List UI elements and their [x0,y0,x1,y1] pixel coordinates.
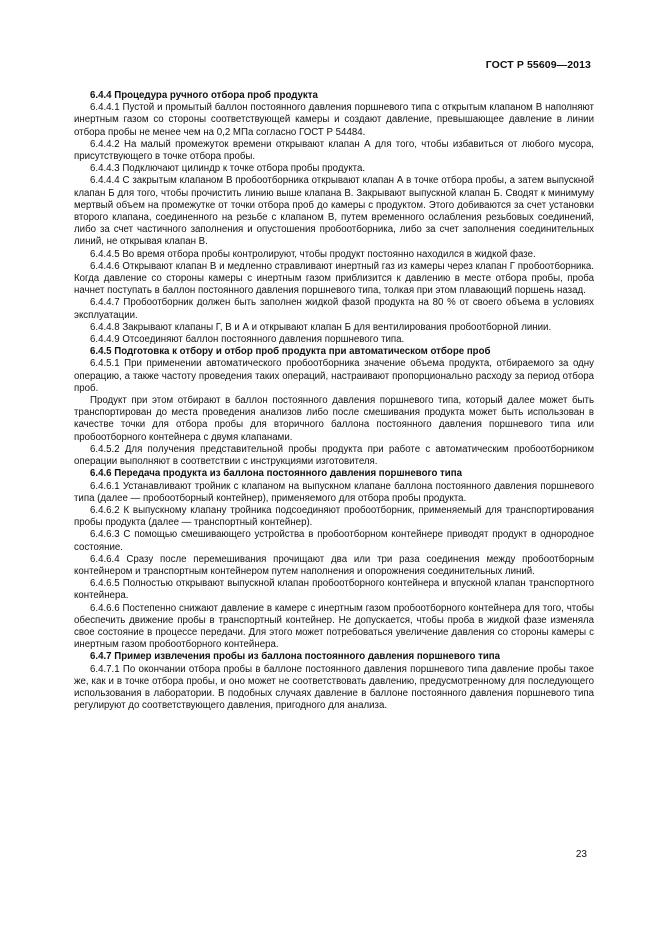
paragraph: 6.4.6.4 Сразу после перемешивания прочищают два или три раза соединения между пробоотборным контейнером и транспортным контейнером путем наполнения и опорожнения соединительных линий. [74,553,594,577]
section-heading: 6.4.5 Подготовка к отбору и отбор проб продукта при автоматическом отборе проб [90,346,491,358]
paragraph: 6.4.6.5 Полностью открывают выпускной клапан пробоотборного контейнера и впускной клапан транспортного контейнера. [74,578,594,602]
paragraph: 6.4.6.6 Постепенно снижают давление в камере с инертным газом пробоотборного контейнера для того, чтобы обеспечить движение пробы в транспортный контейнер. Не допускается, чтобы проба в жидкой фазе изменяла свое состояние в процессе передачи. Для этого может потребоваться увеличение давления со стороны камеры с инертным газом пробоотборного контейнера. [74,602,594,651]
paragraph: 6.4.4.3 Подключают цилиндр к точке отбора пробы продукта. [90,163,366,175]
paragraph: 6.4.5.1 При применении автоматического пробоотборника значение объема продукта, отбираемого за одну операцию, а также частоту проведения таких операций, настраивают пропорционально расходу за период отбора проб. [74,358,594,394]
paragraph: 6.4.6.1 Устанавливают тройник с клапаном на выпускном клапане баллона постоянного давления поршневого типа (далее — пробоотборный контейнер), применяемого для отбора пробы продукта. [74,480,594,504]
paragraph: 6.4.4.8 Закрывают клапаны Г, В и А и открывают клапан Б для вентилирования пробоотборной линии. [90,321,552,333]
paragraph: 6.4.6.3 С помощью смешивающего устройства в пробоотборном контейнере приводят продукт в однородное состояние. [74,529,594,553]
section-heading: 6.4.4 Процедура ручного отбора проб продукта [90,90,318,101]
document-body [74,90,594,712]
paragraph: 6.4.4.6 Открывают клапан В и медленно стравливают инертный газ из камеры через клапан Г пробоотборника. Когда давление со стороны камеры с инертным газом приблизится к давлению в месте отбора пробы, проба начнет поступать в баллон постоянного давления поршневого типа, толкая при этом плавающий поршень назад. [74,260,594,297]
paragraph: 6.4.4.4 С закрытым клапаном В пробоотборника открывают клапан А в точке отбора пробы, а затем выпускной клапан Б для того, чтобы прочистить линию выше клапана В. Закрывают выпускной клапан Б. Сводят к минимуму мертвый объем на промежутке от точки отбора проб до камеры с продуктом. Этого добиваются за счет установки второго клапана, соединенного на резьбе с клапаном В, путем временного ослабления резьбовых соединений, либо за счет частичного заполнения и опустошения пробоотборника, либо за счет заполнения соединительных линий, не открывая клапан В. [74,175,594,248]
paragraph: Продукт при этом отбирают в баллон постоянного давления поршневого типа, который далее может быть транспортирован до места проведения анализов либо после смешивания продукта может быть использован в качестве точки для отбора пробы для вторичного баллона постоянного давления поршневого типа или пробоотборного контейнера с двумя клапанами. [74,395,594,443]
page-number: 23 [575,849,587,860]
paragraph: 6.4.5.2 Для получения представительной пробы продукта при работе с автоматическим пробоотборником операции выполняют в соответствии с инструкциями изготовителя. [74,443,594,468]
section-heading: 6.4.6 Передача продукта из баллона постоянного давления поршневого типа [90,468,462,480]
paragraph: 6.4.4.5 Во время отбора пробы контролируют, чтобы продукт постоянно находился в жидкой фазе. [90,248,536,260]
paragraph: 6.4.6.2 К выпускному клапану тройника подсоединяют пробоотборник, применяемый для транспортирования пробы продукта (далее — транспортный контейнер). [74,504,594,529]
paragraph: 6.4.4.7 Пробоотборник должен быть заполнен жидкой фазой продукта на 80 % от своего объема в условиях эксплуатации. [74,297,594,321]
paragraph: 6.4.4.9 Отсоединяют баллон постоянного давления поршневого типа. [90,334,405,346]
paragraph: 6.4.4.1 Пустой и промытый баллон постоянного давления поршневого типа с открытым клапаном В наполняют инертным газом со стороны соответствующей камеры и создают давление, превышающее давление в линии отбора пробы не менее чем на 0,2 МПа согласно ГОСТ Р 54484. [74,102,594,138]
paragraph: 6.4.4.2 На малый промежуток времени открывают клапан А для того, чтобы избавиться от любого мусора, присутствующего в точке отбора пробы. [74,138,594,163]
paragraph: 6.4.7.1 По окончании отбора пробы в баллоне постоянного давления поршневого типа давление пробы такое же, как и в точке отбора пробы, и оно может не соответствовать давлению, предусмотренному для последующего использования в лаборатории. В подобных случаях давление в баллоне постоянного давления поршневого типа регулируют до соответствующего давления, пригодного для анализа. [74,663,594,712]
document-code: ГОСТ Р 55609—2013 [485,59,591,71]
section-heading: 6.4.7 Пример извлечения пробы из баллона постоянного давления поршневого типа [90,651,501,663]
